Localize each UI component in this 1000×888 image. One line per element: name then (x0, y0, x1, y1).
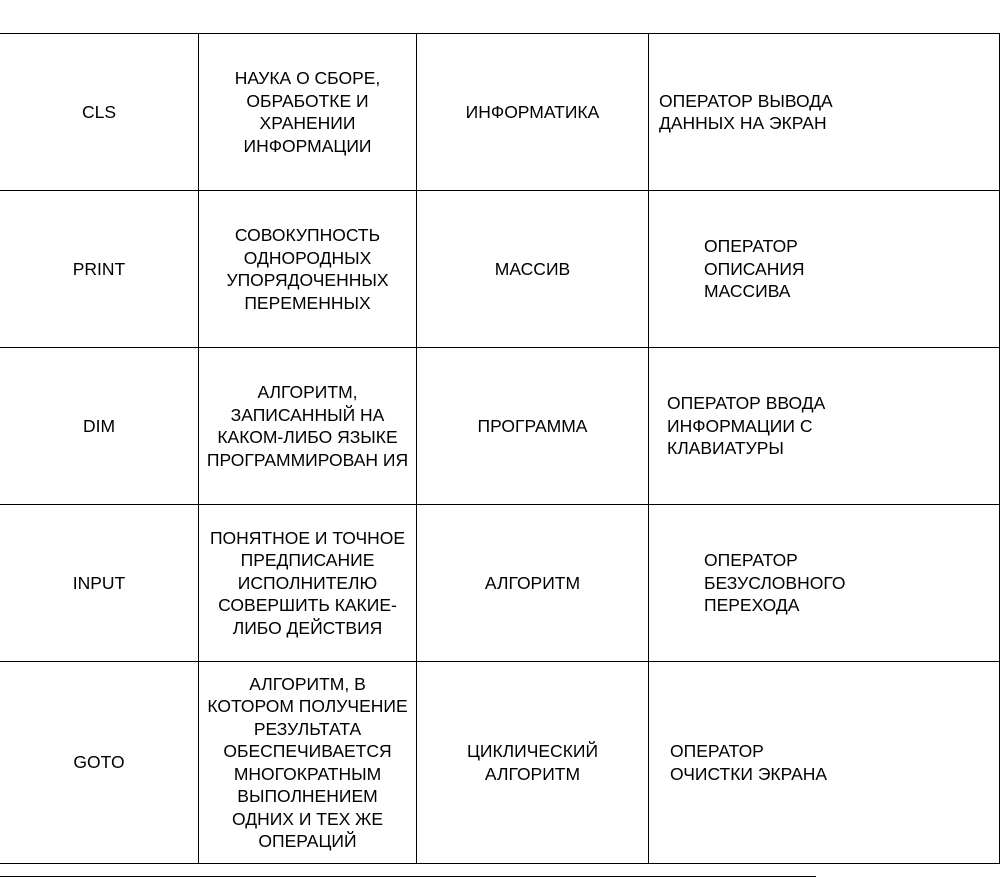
command-cell: CLS (0, 34, 199, 191)
definition-cell: АЛГОРИТМ, ЗАПИСАННЫЙ НА КАКОМ-ЛИБО ЯЗЫКЕ ПРОГРАММИРОВАН ИЯ (199, 348, 417, 505)
operator-line: ДАННЫХ НА ЭКРАН (659, 113, 827, 133)
operator-cell (649, 348, 1000, 505)
operator-cell (649, 191, 1000, 348)
definition-cell: СОВОКУПНОСТЬ ОДНОРОДНЫХ УПОРЯДОЧЕННЫХ ПЕРЕМЕННЫХ (199, 191, 417, 348)
table-row (0, 34, 1000, 191)
term-cell: ЦИКЛИЧЕСКИЙ АЛГОРИТМ (417, 662, 649, 864)
operator-cell (649, 505, 1000, 662)
operator-line: БЕЗУСЛОВНОГО (704, 572, 846, 593)
operator-cell (649, 34, 1000, 191)
bottom-divider (0, 876, 816, 877)
term-cell: ПРОГРАММА (417, 348, 649, 505)
command-cell: INPUT (0, 505, 199, 662)
operator-line: ОПЕРАТОР (704, 236, 798, 257)
command-cell: DIM (0, 348, 199, 505)
operator-line: МАССИВА (704, 281, 791, 302)
command-cell: PRINT (0, 191, 199, 348)
table-row (0, 348, 1000, 505)
term-cell: МАССИВ (417, 191, 649, 348)
operator-line: ПЕРЕХОДА (704, 595, 800, 616)
operator-line: ОПЕРАТОР (670, 741, 764, 761)
operator-line: КЛАВИАТУРЫ (667, 438, 784, 459)
table-row (0, 662, 1000, 864)
command-cell: GOTO (0, 662, 199, 864)
definition-cell: АЛГОРИТМ, В КОТОРОМ ПОЛУЧЕНИЕ РЕЗУЛЬТАТА ОБЕСПЕЧИВАЕТСЯ МНОГОКРАТНЫМ ВЫПОЛНЕНИЕМ ОДНИХ И ТЕХ ЖЕ ОПЕРАЦИЙ (199, 662, 417, 864)
operator-line: ИНФОРМАЦИИ С (667, 415, 813, 436)
table-body (0, 34, 1000, 864)
operator-cell (649, 662, 1000, 864)
operator-line: ОПИСАНИЯ (704, 258, 805, 279)
table-row (0, 191, 1000, 348)
matching-table (0, 33, 1000, 864)
definition-cell: ПОНЯТНОЕ И ТОЧНОЕ ПРЕДПИСАНИЕ ИСПОЛНИТЕЛЮ СОВЕРШИТЬ КАКИЕ-ЛИБО ДЕЙСТВИЯ (199, 505, 417, 662)
operator-line: ОЧИСТКИ ЭКРАНА (670, 763, 828, 784)
operator-line: ОПЕРАТОР (704, 550, 798, 571)
term-cell: ИНФОРМАТИКА (417, 34, 649, 191)
definition-cell: НАУКА О СБОРЕ, ОБРАБОТКЕ И ХРАНЕНИИ ИНФОРМАЦИИ (199, 34, 417, 191)
operator-line: ОПЕРАТОР ВВОДА (667, 393, 826, 414)
term-cell: АЛГОРИТМ (417, 505, 649, 662)
table-row (0, 505, 1000, 662)
operator-line: ОПЕРАТОР ВЫВОДА (659, 90, 833, 111)
